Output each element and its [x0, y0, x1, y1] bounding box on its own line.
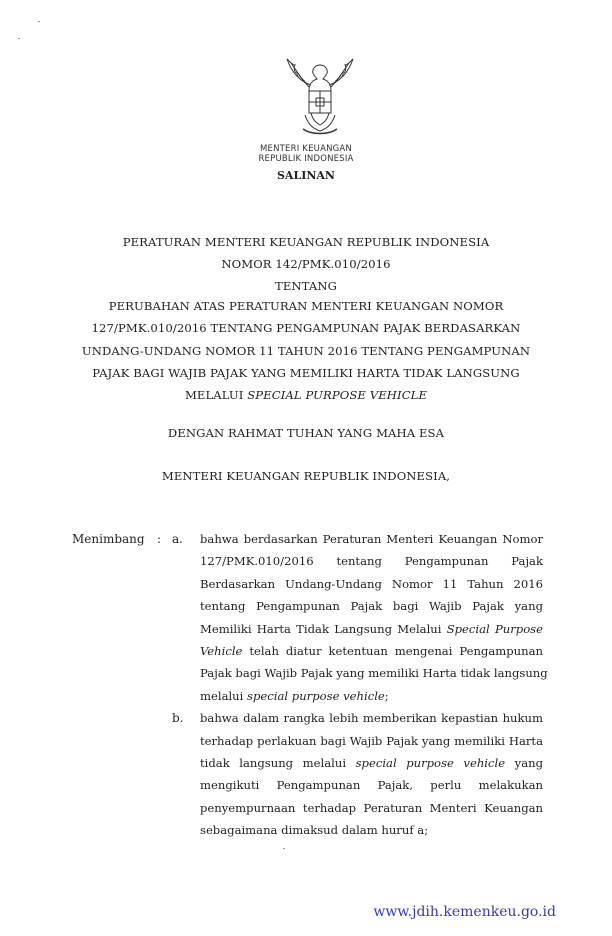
text-segment: tidak langsung melalui: [200, 756, 356, 770]
item-line: [200, 711, 543, 725]
item-line: [200, 823, 543, 837]
title-line: [0, 344, 612, 358]
item-line: [200, 644, 543, 658]
text-segment: Pajak bagi Wajib Pajak yang memiliki Harta tidak langsung: [200, 666, 548, 681]
item-line: [200, 622, 543, 636]
italic-text: Special Purpose: [446, 621, 543, 636]
institution-name-line1: MENTERI KEUANGAN: [259, 144, 353, 154]
text-segment: melalui: [200, 688, 248, 703]
garuda-emblem-icon: [281, 55, 359, 141]
copy-stamp: SALINAN: [276, 169, 335, 182]
issuer: MENTERI KEUANGAN REPUBLIK INDONESIA,: [161, 469, 451, 483]
text-segment: PAJAK BAGI WAJIB PAJAK YANG MEMILIKI HARTA TIDAK LANGSUNG: [92, 366, 520, 380]
title-line: [0, 366, 612, 380]
text-segment: telah diatur ketentuan mengenai Pengampunan: [242, 644, 543, 658]
text-segment: Memiliki Harta Tidak Langsung Melalui: [200, 621, 447, 636]
italic-text: special purpose vehicle: [247, 688, 385, 703]
text-segment: mengikuti Pengampunan Pajak, perlu melakukan: [200, 778, 543, 793]
title-line: [0, 235, 612, 249]
considering-label: Menimbang: [72, 532, 145, 546]
italic-text: SPECIAL PURPOSE VEHICLE: [247, 388, 428, 402]
item-line: [200, 532, 543, 546]
text-segment: 127/PMK.010/2016 tentang Pengampunan Pajak: [200, 554, 543, 569]
item-line: [200, 734, 543, 748]
text-segment: TENTANG: [275, 279, 337, 293]
item-line: [200, 801, 543, 815]
item-line: [200, 689, 543, 703]
item-line: [200, 599, 543, 613]
institution-name-line2: REPUBLIK INDONESIA: [258, 154, 354, 164]
text-segment: bahwa dalam rangka lebih memberikan kepastian hukum: [200, 711, 543, 726]
item-line: [200, 756, 543, 770]
item-marker: a.: [172, 532, 183, 546]
text-segment: MELALUI: [184, 388, 248, 402]
invocation: DENGAN RAHMAT TUHAN YANG MAHA ESA: [167, 426, 445, 440]
text-segment: ;: [384, 688, 389, 703]
title-line: [0, 388, 612, 402]
item-line: [200, 554, 543, 568]
item-line: [200, 577, 543, 591]
considering-colon: :: [157, 532, 162, 546]
title-line: [0, 299, 612, 313]
text-segment: terhadap perlakuan bagi Wajib Pajak yang memiliki Harta: [200, 733, 543, 748]
title-line: [0, 321, 612, 335]
text-segment: tentang Pengampunan Pajak bagi Wajib Pajak yang: [200, 599, 543, 614]
title-line: [0, 279, 612, 293]
scan-speck: [18, 38, 20, 39]
text-segment: yang: [505, 756, 543, 770]
item-line: [200, 666, 548, 681]
text-segment: penyempurnaan terhadap Peraturan Menteri Keuangan: [200, 800, 543, 815]
scan-speck: [283, 848, 285, 849]
text-segment: UNDANG-UNDANG NOMOR 11 TAHUN 2016 TENTANG PENGAMPUNAN: [81, 344, 531, 358]
scan-speck: [38, 21, 40, 22]
text-segment: sebagaimana dimaksud dalam huruf a;: [200, 823, 429, 838]
text-segment: PERATURAN MENTERI KEUANGAN REPUBLIK INDONESIA: [122, 235, 490, 249]
text-segment: NOMOR 142/PMK.010/2016: [221, 257, 391, 271]
text-segment: Berdasarkan Undang-Undang Nomor 11 Tahun 2016: [200, 576, 543, 591]
item-line: [200, 778, 543, 792]
text-segment: bahwa berdasarkan Peraturan Menteri Keuangan Nomor: [200, 532, 543, 546]
item-marker: b.: [172, 711, 184, 726]
italic-text: special purpose vehicle: [355, 756, 506, 770]
text-segment: 127/PMK.010/2016 TENTANG PENGAMPUNAN PAJAK BERDASARKAN: [91, 321, 521, 335]
italic-text: Vehicle: [200, 644, 243, 658]
footer-website-link[interactable]: www.jdih.kemenkeu.go.id: [373, 904, 556, 920]
title-line: [0, 257, 612, 271]
text-segment: PERUBAHAN ATAS PERATURAN MENTERI KEUANGAN NOMOR: [108, 299, 504, 313]
